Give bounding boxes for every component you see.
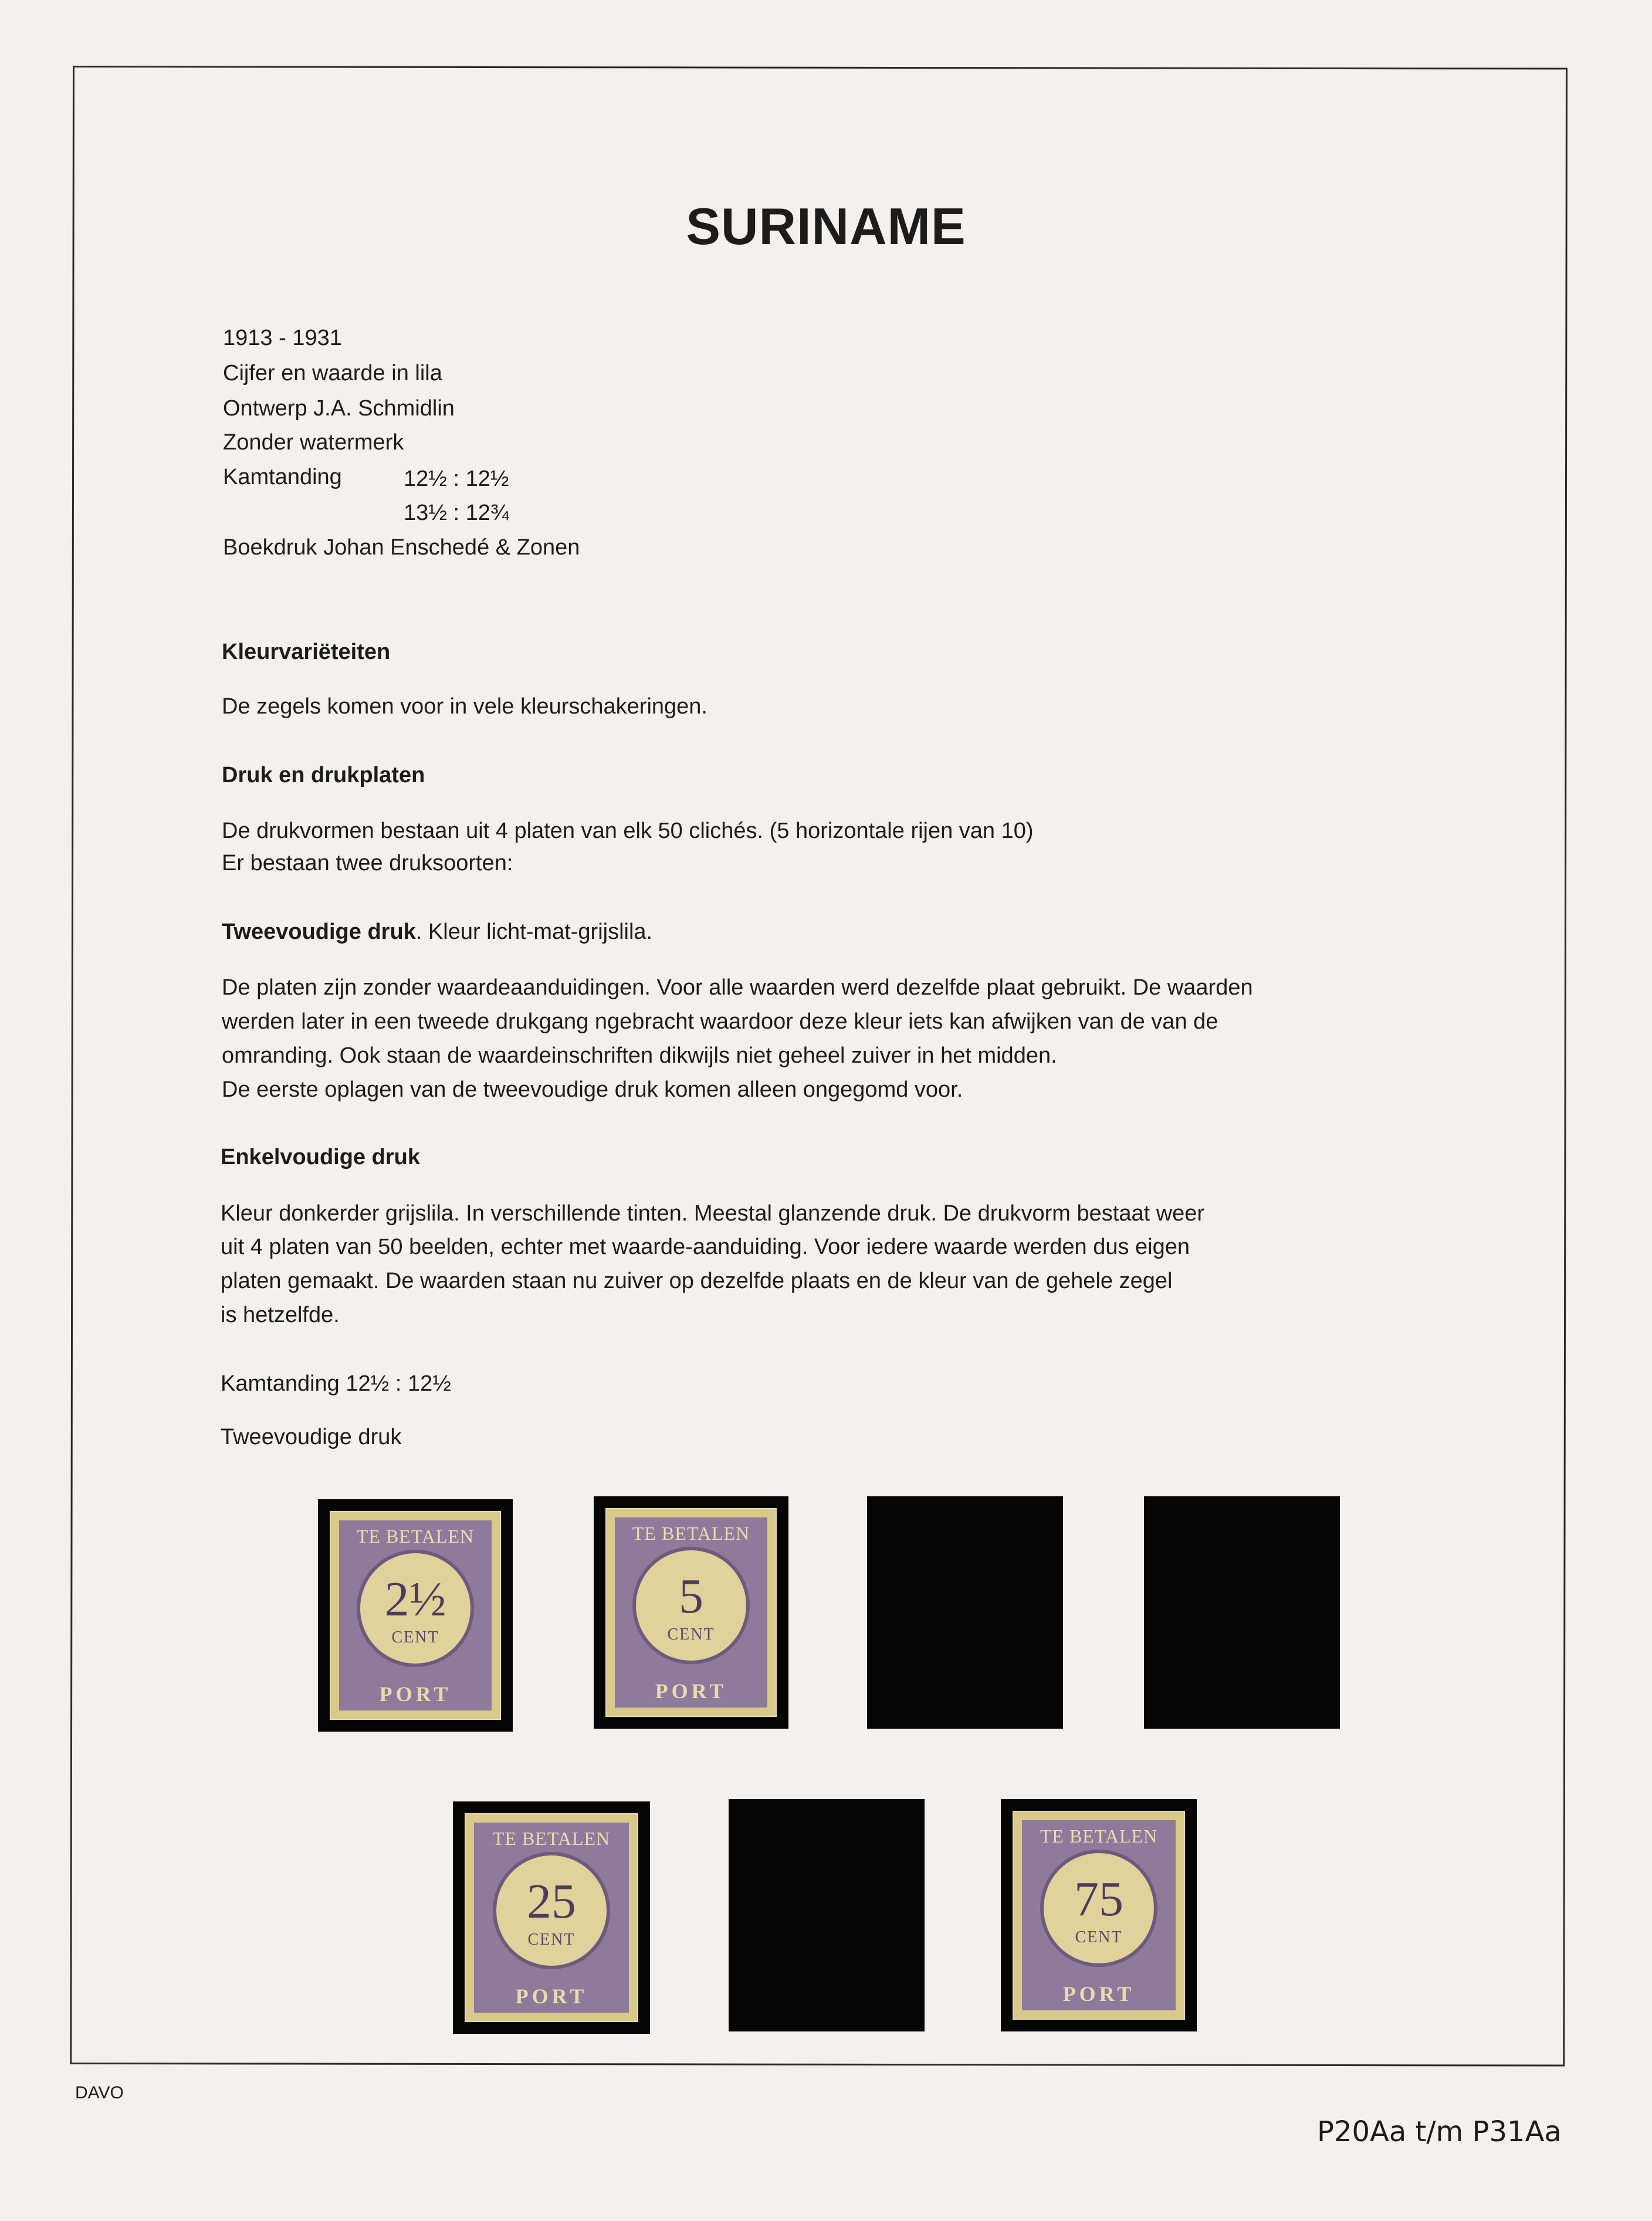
color-varieties-text: De zegels komen voor in vele kleurschakeringen. <box>222 694 707 719</box>
catalog-range: P20Aa t/m P31Aa <box>1317 2115 1562 2148</box>
section-label: Tweevoudige druk <box>221 1425 402 1449</box>
perforation-label: Kamtanding <box>223 465 342 489</box>
print-heading: Druk en drukplaten <box>222 763 425 787</box>
single-print-text-1: Kleur donkerder grijslila. In verschillende tinten. Meestal glanzende druk. De drukvorm bestaat weer <box>221 1201 1205 1226</box>
printer-line: Boekdruk Johan Enschedé & Zonen <box>223 535 580 560</box>
stamp-mount-5 <box>453 1801 650 2034</box>
double-print-text-1: De platen zijn zonder waardeaanduidingen. Voor alle waarden werd dezelfde plaat gebruikt. De waarden <box>222 975 1253 1000</box>
double-print-text-4: De eerste oplagen van de tweevoudige druk komen alleen ongegomd voor. <box>222 1077 963 1102</box>
header-line-years: 1913 - 1931 <box>223 326 342 350</box>
stamp-value: 75 <box>1074 1872 1123 1926</box>
print-line-2: Er bestaan twee druksoorten: <box>222 851 513 875</box>
header-line-watermark: Zonder watermerk <box>223 430 404 455</box>
stamp-mount-3-empty <box>867 1496 1063 1729</box>
double-print-text-3: omranding. Ook staan de waardeinschriften dikwijls niet geheel zuiver in het midden. <box>222 1043 1057 1068</box>
stamp-mount-7 <box>1001 1799 1197 2031</box>
stamp-header-text: TE BETALEN <box>632 1523 750 1544</box>
single-print-text-2: uit 4 platen van 50 beelden, echter met waarde-aanduiding. Voor iedere waarde werden dus eigen <box>221 1235 1190 1259</box>
double-print-line <box>222 919 652 945</box>
stamp-header-text: TE BETALEN <box>1040 1826 1158 1847</box>
page-title: SURINAME <box>686 197 966 255</box>
stamp-value: 5 <box>679 1569 703 1624</box>
perforation-value-2: 13½ : 12¾ <box>404 501 509 525</box>
perforation-value-1: 12½ : 12½ <box>404 466 509 491</box>
stamp-2-half-cent <box>331 1512 500 1719</box>
stamp-cent-text: CENT <box>667 1625 715 1644</box>
stamp-cent-text: CENT <box>1075 1928 1123 1946</box>
stamp-5-cent <box>607 1509 776 1716</box>
stamp-mount-2 <box>594 1496 788 1729</box>
stamp-cent-text: CENT <box>527 1931 576 1949</box>
single-print-text-3: platen gemaakt. De waarden staan nu zuiver op dezelfde plaats en de kleur van de gehele zegel <box>221 1269 1173 1293</box>
header-line-design: Ontwerp J.A. Schmidlin <box>223 396 455 421</box>
color-varieties-heading: Kleurvariëteiten <box>222 640 391 664</box>
stamp-mount-6-empty <box>729 1799 925 2031</box>
double-print-heading: Tweevoudige druk <box>222 919 416 944</box>
stamp-header-text: TE BETALEN <box>356 1526 475 1547</box>
stamp-footer-text: PORT <box>515 1985 588 2008</box>
perforation-line: Kamtanding 12½ : 12½ <box>221 1371 451 1396</box>
stamp-mount-4-empty <box>1144 1496 1340 1729</box>
stamp-value: 2½ <box>384 1572 446 1627</box>
print-line-1: De drukvormen bestaan uit 4 platen van elk 50 clichés. (5 horizontale rijen van 10) <box>222 819 1034 843</box>
stamp-footer-text: PORT <box>655 1679 727 1703</box>
stamp-footer-text: PORT <box>1062 1982 1135 2006</box>
single-print-heading: Enkelvoudige druk <box>221 1145 420 1169</box>
stamp-75-cent <box>1014 1812 1184 2019</box>
double-print-color: . Kleur licht-mat-grijslila. <box>415 919 653 944</box>
stamp-mount-1 <box>318 1499 513 1732</box>
header-line-color: Cijfer en waarde in lila <box>223 361 442 386</box>
single-print-text-4: is hetzelfde. <box>221 1303 340 1327</box>
stamp-25-cent <box>466 1814 637 2021</box>
publisher-mark: DAVO <box>75 2083 124 2102</box>
stamp-header-text: TE BETALEN <box>492 1828 611 1849</box>
stamp-cent-text: CENT <box>391 1628 439 1647</box>
stamp-value: 25 <box>527 1874 576 1929</box>
double-print-text-2: werden later in een tweede drukgang ngebracht waardoor deze kleur iets kan afwijken van de van de <box>222 1009 1218 1034</box>
stamp-footer-text: PORT <box>379 1682 452 1706</box>
